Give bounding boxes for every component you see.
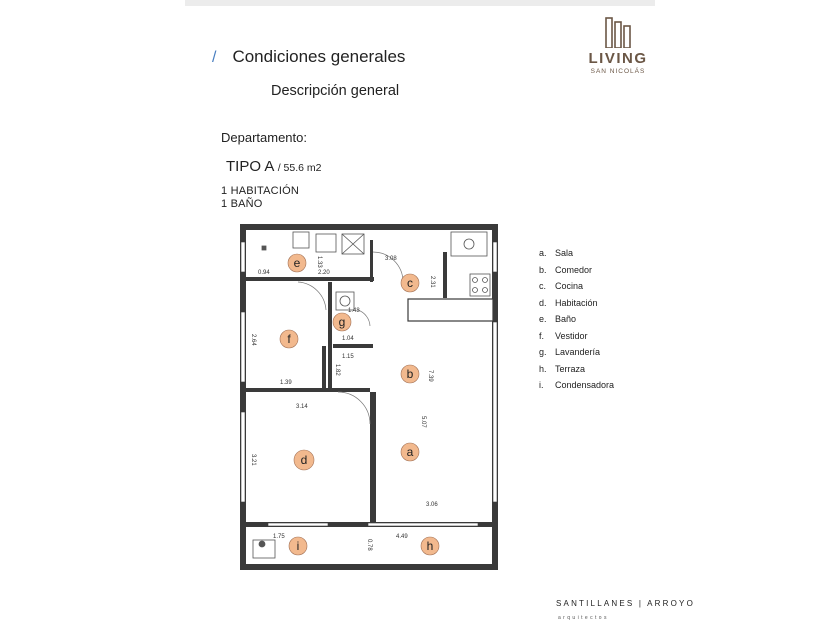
dim-182: 1.82: [334, 364, 340, 376]
legend-key: g.: [539, 347, 547, 357]
legend-key: b.: [539, 264, 547, 275]
dim-139: 1.39: [280, 380, 292, 386]
architects-name: SANTILLANES | ARROYO: [556, 599, 695, 608]
room-badge-b: [401, 365, 419, 383]
dim-175: 1.75: [273, 534, 285, 540]
legend-key: e.: [539, 314, 547, 324]
legend-key: f.: [539, 330, 545, 341]
room-letter-g: g: [338, 315, 346, 329]
bathrooms-count: 1 BAÑO: [221, 198, 263, 210]
page-subtitle: Descripción general: [271, 83, 400, 99]
room-letter-a: a: [406, 445, 414, 459]
room-badge-i: [289, 537, 307, 555]
legend-label: Comedor: [555, 264, 593, 275]
brand-logo: [588, 16, 648, 75]
logo-subtitle: SAN NICOLÁS: [590, 68, 646, 75]
legend-item: [539, 347, 614, 364]
room-badge-h: [421, 537, 439, 555]
legend-item: [539, 380, 614, 397]
dim-094: 0.94: [258, 270, 270, 276]
room-badge-d: [294, 450, 314, 470]
room-badge-a: [401, 443, 419, 461]
legend-key: a.: [539, 248, 547, 258]
legend-item: [539, 314, 614, 331]
legend-label: Terraza: [555, 363, 586, 374]
room-legend: [539, 248, 614, 397]
dim-078: 0.78: [366, 539, 372, 551]
title-slash: /: [212, 49, 217, 66]
bedrooms-count: 1 HABITACIÓN: [221, 185, 299, 197]
unit-type: [226, 158, 321, 175]
dim-306: 3.06: [426, 502, 438, 508]
outer-walls: [240, 224, 498, 570]
legend-key: c.: [539, 281, 547, 291]
room-badge-e: [288, 254, 306, 272]
legend-label: Habitación: [555, 297, 598, 308]
room-letter-c: c: [407, 276, 413, 290]
room-letter-h: h: [426, 539, 434, 553]
title-text: Condiciones generales: [232, 47, 406, 66]
dim-314: 3.14: [296, 404, 308, 410]
dim-231: 2.31: [429, 276, 435, 288]
room-badge-g: [333, 313, 351, 331]
floor-plan: [238, 222, 500, 572]
top-bar: [185, 0, 655, 6]
department-label: Departamento:: [221, 130, 307, 145]
room-letter-e: e: [293, 256, 301, 270]
room-letter-d: d: [300, 453, 308, 467]
dim-308: 3.08: [385, 256, 397, 262]
legend-item: [539, 281, 614, 298]
legend-item: [539, 265, 614, 282]
page-title: [212, 47, 405, 67]
legend-label: Vestidor: [555, 330, 588, 341]
dim-449: 4.49: [396, 534, 408, 540]
room-badge-c: [401, 274, 419, 292]
legend-key: h.: [539, 363, 547, 374]
legend-key: i.: [539, 380, 544, 390]
unit-type-name: TIPO A: [226, 158, 274, 175]
legend-label: Sala: [555, 248, 574, 258]
legend-label: Cocina: [555, 281, 584, 291]
architects-subtitle: arquitectos: [558, 615, 609, 621]
dim-739: 7.39: [427, 370, 433, 382]
legend-key: d.: [539, 297, 547, 308]
dim-104: 1.04: [342, 336, 354, 342]
legend-item: [539, 331, 614, 348]
dim-115: 1.15: [342, 354, 354, 360]
dim-507: 5.07: [420, 416, 426, 428]
dim-321: 3.21: [250, 454, 256, 466]
legend-label: Condensadora: [555, 380, 615, 390]
legend-item: [539, 248, 614, 265]
room-letter-b: b: [406, 367, 414, 381]
legend-label: Baño: [555, 314, 577, 324]
dim-220: 2.20: [318, 270, 330, 276]
room-badge-f: [280, 330, 298, 348]
dim-133: 1.33: [316, 256, 322, 268]
dim-148: 1.48: [348, 308, 360, 314]
legend-label: Lavandería: [555, 347, 601, 357]
legend-item: [539, 364, 614, 381]
building-logo-icon: [603, 16, 633, 48]
room-letter-f: f: [287, 332, 291, 346]
room-letter-i: i: [296, 539, 300, 553]
legend-item: [539, 298, 614, 315]
dim-264: 2.64: [250, 334, 256, 346]
logo-word: LIVING: [588, 50, 648, 67]
unit-area: / 55.6 m2: [277, 162, 322, 174]
